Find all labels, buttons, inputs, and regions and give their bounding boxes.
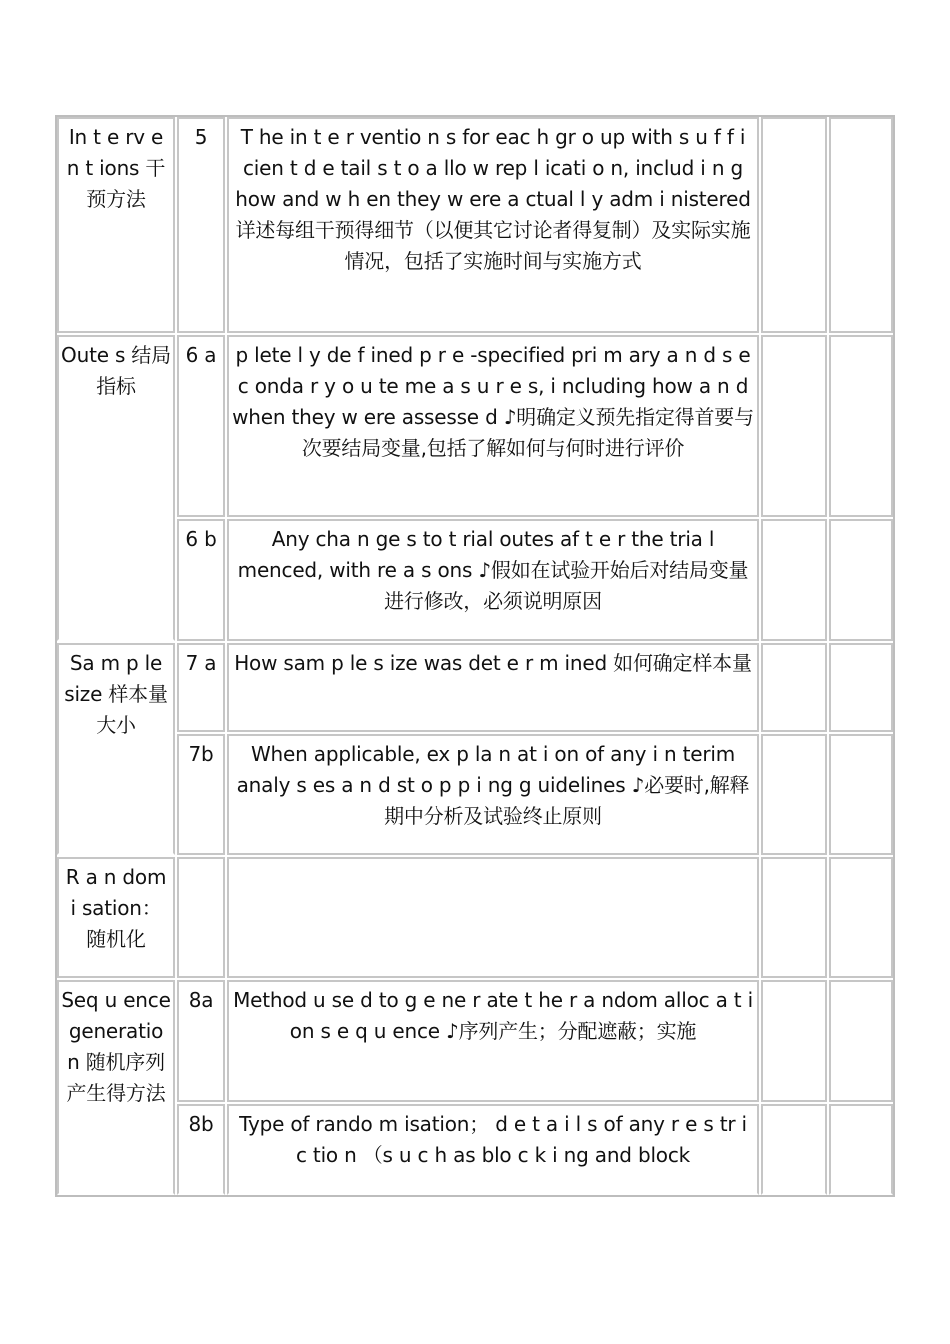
item-description-6a: p lete l y de f ined p r e -specified pri m ary a n d s e c onda r y o u te me a s u r e s, i ncluding how a n d when they w ere assesse d ♪明确定义预先指定得首要与次要结局变量,包括了解如何与何时进行评价 xyxy=(227,335,759,517)
item-cell-sequence-generation: Seq u ence generatio n 随机序列产生得方法 xyxy=(57,980,175,1195)
item-number-8b: 8b xyxy=(177,1104,225,1195)
item-description-8b: Type of rando m isation； d e t a i l s of any r e s tr i c tio n （s u c h as blo c k i ng and block xyxy=(227,1104,759,1195)
item-description-blank xyxy=(227,857,759,978)
blank-cell xyxy=(761,335,827,517)
item-description-7a: How sam p le s ize was det e r m ined 如何确定样本量 xyxy=(227,643,759,732)
blank-cell xyxy=(761,117,827,333)
item-number-6a: 6 a xyxy=(177,335,225,517)
blank-cell xyxy=(829,980,893,1102)
blank-cell xyxy=(829,519,893,641)
item-cell-randomisation: R a n dom i sation：随机化 xyxy=(57,857,175,978)
item-cell-sample-size: Sa m p le size 样本量大小 xyxy=(57,643,175,855)
item-number-5: 5 xyxy=(177,117,225,333)
blank-cell xyxy=(761,857,827,978)
blank-cell xyxy=(761,643,827,732)
item-description-8a: Method u se d to g e ne r ate t he r a ndom alloc a t i on s e q u ence ♪序列产生；分配遮蔽；实施 xyxy=(227,980,759,1102)
blank-cell xyxy=(761,980,827,1102)
item-description-7b: When applicable, ex p la n at i on of any i n terim analy s es a n d st o p p i ng g uidelines ♪必要时,解释期中分析及试验终止原则 xyxy=(227,734,759,855)
item-description-5: T he in t e r ventio n s for eac h gr o up with s u f f i cien t d e tail s t o a llo w rep l icati o n, includ i n g how and w h en they w ere a ctual l y adm i nistered 详述每组干预得细节（以便其它讨论者得复制）及实际实施情况，包括了实施时间与实施方式 xyxy=(227,117,759,333)
item-cell-outcomes: Oute s 结局指标 xyxy=(57,335,175,641)
blank-cell xyxy=(829,117,893,333)
blank-cell xyxy=(761,519,827,641)
item-number-7a: 7 a xyxy=(177,643,225,732)
item-number-blank xyxy=(177,857,225,978)
item-number-7b: 7b xyxy=(177,734,225,855)
blank-cell xyxy=(829,643,893,732)
item-number-8a: 8a xyxy=(177,980,225,1102)
blank-cell xyxy=(829,1104,893,1195)
item-cell-interventions: In t e rv e n t ions 干预方法 xyxy=(57,117,175,333)
blank-cell xyxy=(761,734,827,855)
blank-cell xyxy=(761,1104,827,1195)
blank-cell xyxy=(829,734,893,855)
item-number-6b: 6 b xyxy=(177,519,225,641)
blank-cell xyxy=(829,335,893,517)
blank-cell xyxy=(829,857,893,978)
item-description-6b: Any cha n ge s to t rial outes af t e r the tria l menced, with re a s ons ♪假如在试验开始后对结局变量进行修改，必须说明原因 xyxy=(227,519,759,641)
